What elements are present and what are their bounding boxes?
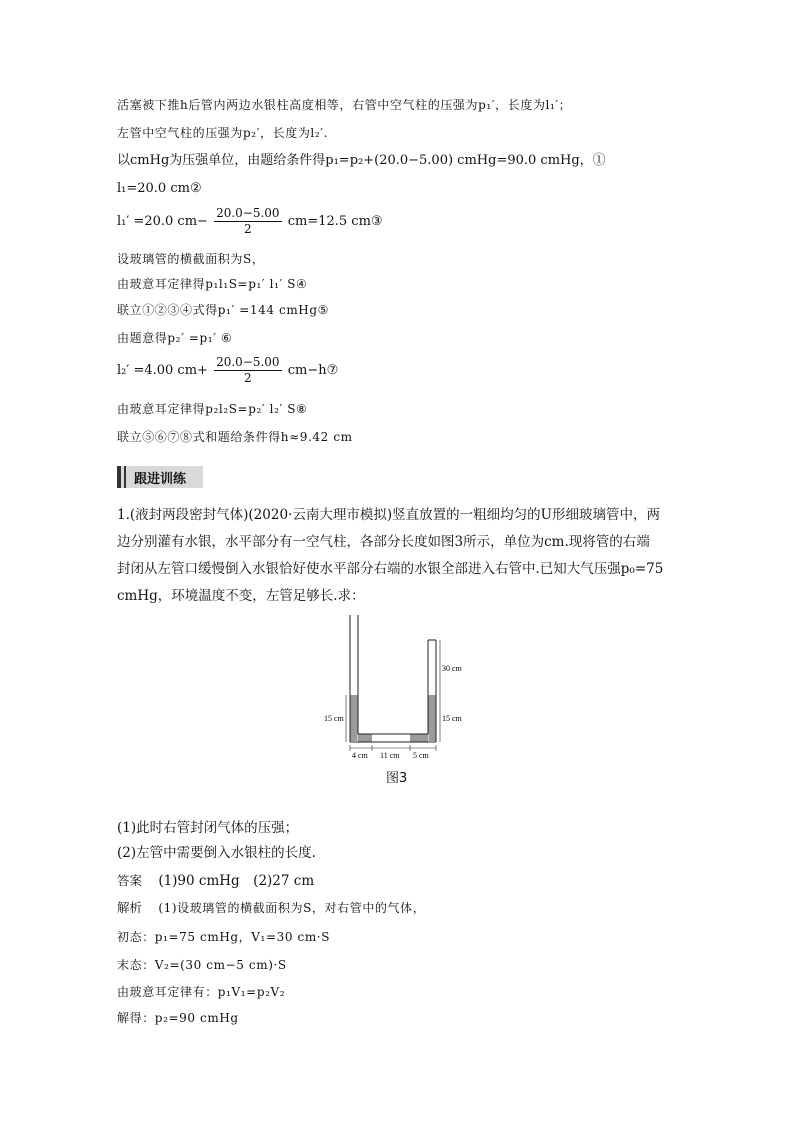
dim-label: 30 cm [442, 664, 462, 673]
solution-line: 设玻璃管的横截面积为S， [117, 252, 265, 266]
bottom-left-mercury [358, 735, 372, 742]
section-bar-icon [124, 466, 126, 488]
fraction-numerator: 20.0−5.00 [216, 206, 280, 220]
solution-line: 由玻意耳定律得p₁l₁S=p₁′ l₁′ S④ [117, 277, 308, 291]
dim-label: 5 cm [413, 751, 429, 760]
analysis-initial: 初态：p₁=75 cmHg，V₁=30 cm·S [117, 930, 331, 944]
solution-line: 左管中空气柱的压强为p₂′，长度为l₂′. [117, 126, 329, 140]
problem-line: 1.(液封两段密封气体)(2020·云南大理市模拟)竖直放置的一粗细均匀的U形细玻璃管中，两 [117, 507, 660, 523]
u-tube-figure [320, 610, 480, 770]
solution-line: 由题意得p₂′ =p₁′ ⑥ [117, 331, 233, 345]
problem-line: 封闭从左管口缓慢倒入水银恰好使水平部分右端的水银全部进入右管中.已知大气压强p₀=75 [117, 561, 664, 577]
fraction-denominator: 2 [244, 222, 252, 236]
fraction [214, 206, 282, 237]
analysis-label: 解析 [117, 900, 143, 915]
problem-line: 边分别灌有水银，水平部分有一空气柱，各部分长度如图3所示，单位为cm.现将管的右端 [117, 534, 650, 550]
analysis-text: (1)设玻璃管的横截面积为S，对右管中的气体， [158, 901, 426, 915]
equation-line-7 [117, 355, 338, 386]
dim-label: 15 cm [324, 714, 344, 723]
solution-line: 以cmHg为压强单位，由题给条件得p₁=p₂+(20.0−5.00) cmHg=90.0 cmHg，① [117, 153, 606, 168]
section-title: 跟进训练 [134, 471, 187, 487]
fraction [214, 355, 282, 386]
right-mercury [429, 695, 436, 742]
dim-label: 11 cm [380, 751, 400, 760]
solution-line: 活塞被下推h后管内两边水银柱高度相等，右管中空气柱的压强为p₁′，长度为l₁′； [117, 98, 572, 112]
solution-line: 联立①②③④式得p₁′ =144 cmHg⑤ [117, 303, 330, 317]
equation-prefix: l₁′ =20.0 cm− [117, 214, 208, 229]
dim-label: 4 cm [352, 751, 368, 760]
question-2: (2)左管中需要倒入水银柱的长度. [117, 845, 316, 861]
section-bar-icon [117, 466, 121, 488]
problem-line: cmHg，环境温度不变，左管足够长.求： [117, 588, 365, 604]
bottom-right-mercury [410, 735, 428, 742]
section-header [117, 466, 203, 488]
solution-line: 联立⑤⑥⑦⑧式和题给条件得h≈9.42 cm [117, 430, 353, 444]
dim-label: 15 cm [442, 714, 462, 723]
answer-line [117, 867, 314, 895]
analysis-result: 解得：p₂=90 cmHg [117, 1011, 239, 1025]
fraction-denominator: 2 [244, 371, 252, 385]
equation-line-3 [117, 206, 383, 237]
fraction-numerator: 20.0−5.00 [216, 355, 280, 369]
equation-suffix: cm−h⑦ [287, 363, 339, 378]
figure-caption: 图3 [386, 771, 408, 786]
solution-line: l₁=20.0 cm② [117, 181, 202, 196]
equation-prefix: l₂′ =4.00 cm+ [117, 363, 208, 378]
answer-label: 答案 [117, 873, 143, 888]
solution-line: 由玻意耳定律得p₂l₂S=p₂′ l₂′ S⑧ [117, 402, 308, 416]
analysis-final: 末态：V₂=(30 cm−5 cm)·S [117, 958, 287, 972]
answer-text: (1)90 cmHg (2)27 cm [158, 873, 315, 889]
equation-suffix: cm=12.5 cm③ [287, 214, 383, 229]
analysis-law: 由玻意耳定律有：p₁V₁=p₂V₂ [117, 985, 286, 999]
left-mercury [351, 695, 358, 742]
question-1: (1)此时右管封闭气体的压强； [117, 820, 299, 836]
analysis-line [117, 894, 425, 922]
